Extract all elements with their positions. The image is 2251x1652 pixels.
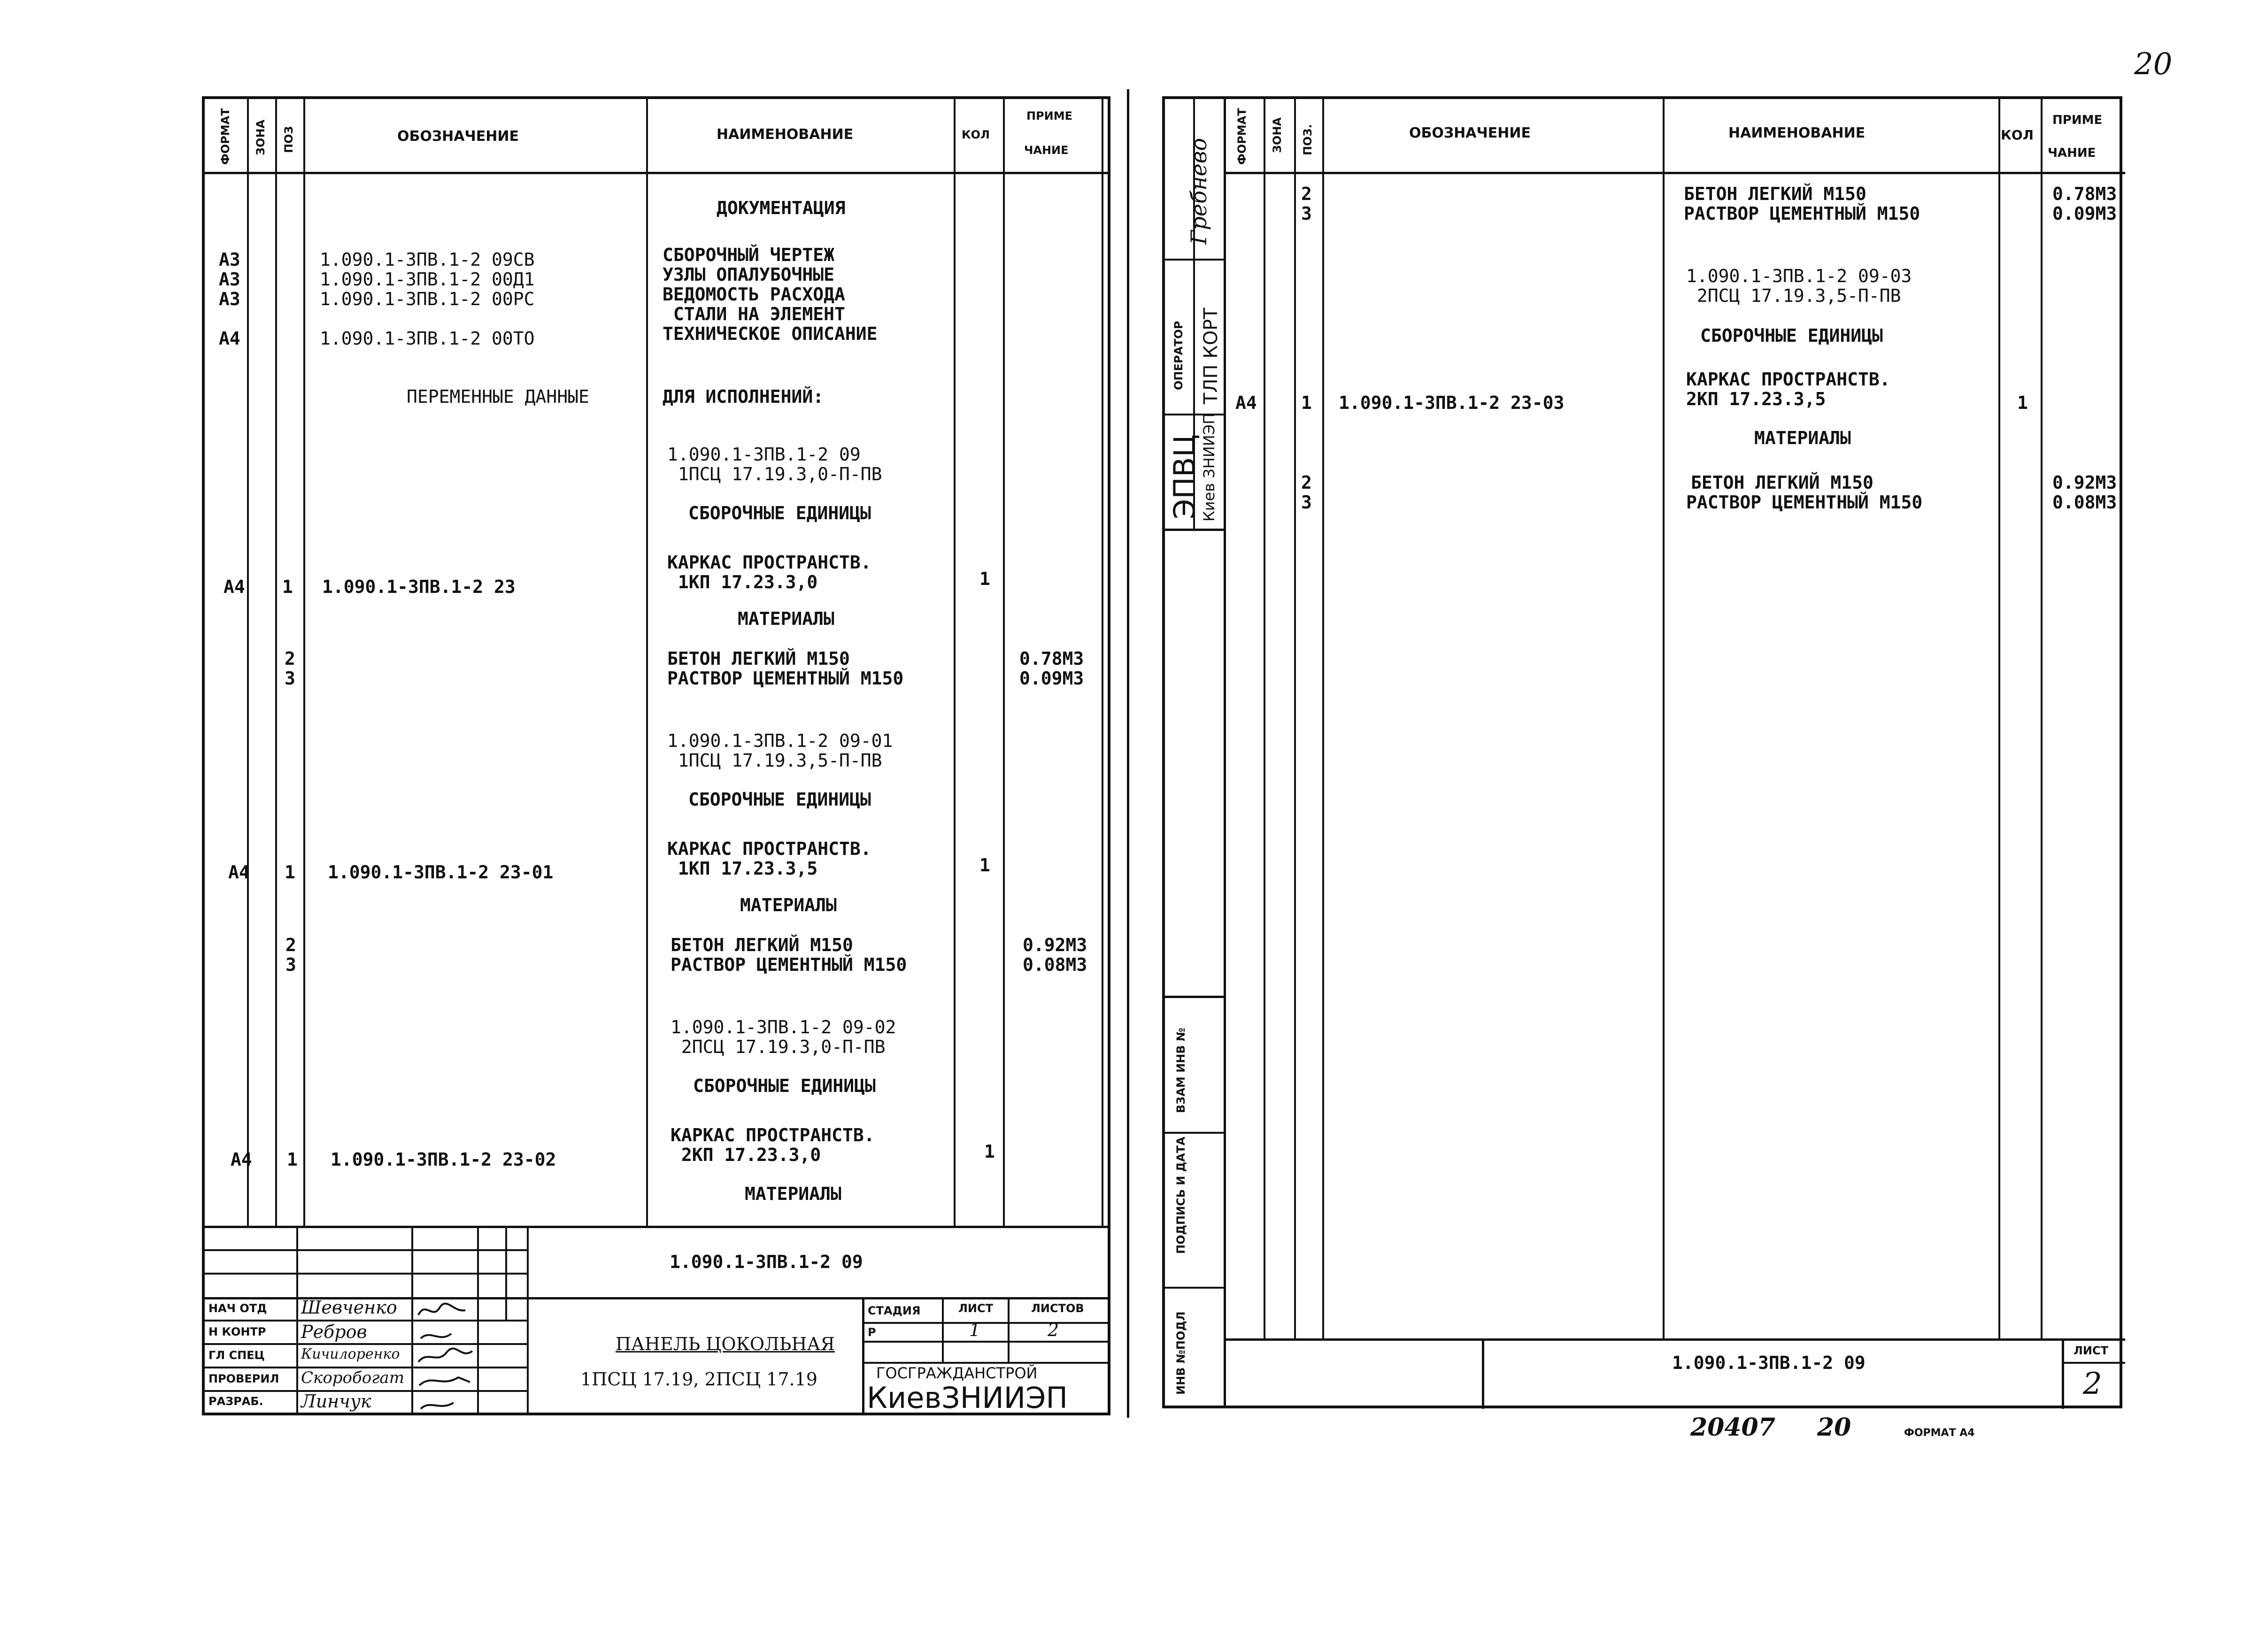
stage-label: СТАДИЯ	[868, 1304, 921, 1317]
sheet-value: 1	[969, 1320, 981, 1340]
header-qty: КОЛ	[2001, 127, 2034, 143]
col-line-pos	[1294, 99, 1296, 1338]
signatures	[414, 1299, 477, 1416]
row-format: А4	[1235, 392, 1257, 413]
row-qty: 1	[979, 569, 990, 589]
person-name: Шевченко	[301, 1297, 397, 1318]
footer-page: 20	[1817, 1413, 1851, 1442]
variant-mark: 1ПСЦ 17.19.3,5-П-ПВ	[667, 750, 882, 771]
row-note: 0.08М3	[2052, 492, 2117, 513]
stage-value: Р	[868, 1326, 876, 1339]
row-note: 0.09М3	[2052, 203, 2117, 224]
variant-code: 1.090.1-3ПВ.1-2 09-02	[671, 1017, 896, 1037]
header-format: ФОРМАТ	[219, 108, 232, 165]
row-pos: 1	[1301, 392, 1312, 413]
stamp-signature-label: ПОДПИСЬ И ДАТА	[1174, 1137, 1187, 1254]
variant-mark: 2ПСЦ 17.19.3,0-П-ПВ	[671, 1037, 886, 1057]
footer-code: 1.090.1-3ПВ.1-2 09	[1672, 1352, 1866, 1373]
variant-code: 1.090.1-3ПВ.1-2 09-03	[1686, 266, 1912, 286]
row-name: БЕТОН ЛЕГКИЙ М150	[1691, 472, 1873, 493]
row-name: ДЛЯ ИСПОЛНЕНИЙ:	[663, 386, 824, 407]
row-note: 0.92М3	[2052, 472, 2117, 493]
row-name: РАСТВОР ЦЕМЕНТНЫЙ М150	[667, 668, 904, 689]
variant-mark: 1ПСЦ 17.19.3,0-П-ПВ	[667, 464, 882, 484]
row-pos: 2	[1301, 184, 1312, 204]
sheet-label: ЛИСТ	[958, 1302, 994, 1315]
row-designation: 1.090.1-3ПВ.1-2 00ТО	[320, 328, 535, 349]
section-heading: МАТЕРИАЛЫ	[745, 1183, 841, 1204]
row-pos: 3	[285, 954, 296, 975]
section-heading: СБОРОЧНЫЕ ЕДИНИЦЫ	[688, 503, 871, 523]
row-name: СТАЛИ НА ЭЛЕМЕНТ	[663, 304, 845, 324]
row-note: 0.78М3	[1019, 648, 1084, 669]
col-line-qty	[1998, 99, 2000, 1338]
header-designation: ОБОЗНАЧЕНИЕ	[1409, 125, 1531, 141]
row-note: 0.78М3	[2052, 184, 2117, 204]
row-name: ДОКУМЕНТАЦИЯ	[717, 198, 846, 218]
right-specification-sheet	[1162, 96, 2122, 1408]
header-pos: ПОЗ	[282, 126, 295, 153]
header-format: ФОРМАТ	[1235, 108, 1249, 165]
org-name: ГОСГРАЖДАНСТРОЙ	[876, 1364, 1038, 1382]
row-format: А3	[219, 249, 240, 270]
row-pos: 3	[1301, 203, 1312, 224]
row-designation: 1.090.1-3ПВ.1-2 00Д1	[320, 269, 535, 290]
person-name: Ребров	[301, 1322, 367, 1342]
header-pos: ПОЗ.	[1301, 124, 1314, 155]
col-line-zone	[247, 99, 249, 1226]
header-zone: ЗОНА	[1271, 117, 1284, 153]
role-label: РАЗРАБ.	[208, 1395, 263, 1408]
row-name: РАСТВОР ЦЕМЕНТНЫЙ М150	[1686, 492, 1923, 513]
stamp-inv-label: ИНВ №ПОДЛ	[1174, 1311, 1187, 1395]
org-logo-text: КиевЗНИИЭП	[867, 1381, 1068, 1415]
row-pos: 1	[282, 576, 293, 597]
row-format: А3	[219, 269, 240, 290]
header-note-1: ПРИМЕ	[1026, 109, 1073, 123]
header-name: НАИМЕНОВАНИЕ	[1728, 125, 1866, 141]
role-label: ГЛ СПЕЦ	[208, 1349, 265, 1362]
inventory-number: 20407	[1690, 1413, 1775, 1442]
section-heading: МАТЕРИАЛЫ	[740, 895, 837, 915]
role-label: Н КОНТР	[208, 1325, 266, 1338]
col-line-pos	[275, 99, 277, 1226]
row-name: 2КП 17.23.3,0	[671, 1145, 821, 1165]
title-block-code: 1.090.1-3ПВ.1-2 09	[670, 1252, 863, 1272]
row-name: ВЕДОМОСТЬ РАСХОДА	[663, 284, 845, 305]
row-name: КАРКАС ПРОСТРАНСТВ.	[667, 552, 871, 573]
row-designation: 1.090.1-3ПВ.1-2 23-02	[331, 1149, 556, 1170]
section-heading: СБОРОЧНЫЕ ЕДИНИЦЫ	[693, 1076, 876, 1096]
row-name: 2КП 17.23.3,5	[1686, 389, 1826, 409]
col-line-name	[1663, 99, 1665, 1338]
row-name: ТЕХНИЧЕСКОЕ ОПИСАНИЕ	[663, 323, 878, 344]
row-pos: 2	[1301, 472, 1312, 493]
sheets-value: 2	[1048, 1320, 1059, 1340]
format-label: ФОРМАТ А4	[1904, 1427, 1975, 1439]
row-format: А4	[228, 862, 250, 883]
col-line-des	[303, 99, 305, 1226]
col-line-qty	[954, 99, 956, 1226]
row-format: А4	[219, 328, 240, 349]
stamp-kiev: Киев ЗНИИЭП	[1200, 413, 1218, 522]
row-name: БЕТОН ЛЕГКИЙ М150	[1684, 184, 1866, 204]
header-note-1: ПРИМЕ	[2052, 113, 2103, 127]
stamp-tlp: ТЛП КОРТ	[1200, 307, 1222, 404]
row-pos: 2	[285, 935, 296, 955]
row-format: А4	[231, 1149, 252, 1170]
header-note-2: ЧАНИЕ	[2048, 146, 2096, 160]
row-name: 1КП 17.23.3,0	[667, 572, 818, 592]
row-name: УЗЛЫ ОПАЛУБОЧНЫЕ	[663, 264, 835, 285]
row-pos: 3	[285, 668, 295, 689]
row-format: А4	[224, 576, 245, 597]
page-number: 20	[2134, 47, 2173, 82]
row-designation: 1.090.1-3ПВ.1-2 09СВ	[320, 249, 535, 270]
person-name: Кичилоренко	[301, 1346, 400, 1362]
col-line-note	[2041, 99, 2043, 1338]
stamp-vzam-label: ВЗАМ ИНВ №	[1174, 1028, 1187, 1113]
variant-code: 1.090.1-3ПВ.1-2 09-01	[667, 730, 893, 751]
section-heading: МАТЕРИАЛЫ	[738, 608, 834, 629]
row-qty: 1	[979, 855, 990, 876]
title-line-2: 1ПСЦ 17.19, 2ПСЦ 17.19	[580, 1369, 817, 1390]
row-pos: 1	[285, 862, 295, 883]
row-note: 0.92М3	[1023, 935, 1087, 955]
header-zone: ЗОНА	[254, 119, 267, 155]
row-designation: 1.090.1-3ПВ.1-2 23-03	[1339, 392, 1565, 413]
header-qty: КОЛ	[962, 128, 990, 141]
row-pos: 2	[285, 648, 295, 669]
header-designation: ОБОЗНАЧЕНИЕ	[397, 128, 519, 145]
row-pos: 1	[287, 1149, 298, 1170]
header-name: НАИМЕНОВАНИЕ	[717, 126, 854, 143]
row-name: СБОРОЧНЫЙ ЧЕРТЕЖ	[663, 245, 835, 265]
row-name: РАСТВОР ЦЕМЕНТНЫЙ М150	[1684, 203, 1920, 224]
row-designation: 1.090.1-3ПВ.1-2 00РС	[320, 289, 535, 309]
row-name: КАРКАС ПРОСТРАНСТВ.	[671, 1125, 875, 1145]
row-name: БЕТОН ЛЕГКИЙ М150	[667, 648, 850, 669]
sheets-label: ЛИСТОВ	[1031, 1302, 1084, 1315]
row-qty: 1	[2017, 392, 2028, 413]
header-note-2: ЧАНИЕ	[1024, 144, 1069, 157]
title-line-1: ПАНЕЛЬ ЦОКОЛЬНАЯ	[616, 1334, 835, 1354]
variant-code: 1.090.1-3ПВ.1-2 09	[667, 444, 861, 465]
row-pos: 3	[1301, 492, 1312, 513]
row-format: А3	[219, 289, 240, 309]
row-note: 0.09М3	[1019, 668, 1084, 689]
role-label: НАЧ ОТД	[208, 1302, 267, 1315]
variable-data-label: ПЕРЕМЕННЫЕ ДАННЫЕ	[407, 386, 589, 407]
person-name: Скоробогат	[301, 1368, 404, 1387]
row-name: КАРКАС ПРОСТРАНСТВ.	[1686, 369, 1890, 390]
stamp-operator-label: ОПЕРАТОР	[1172, 321, 1185, 390]
section-heading: СБОРОЧНЫЕ ЕДИНИЦЫ	[1700, 325, 1883, 346]
left-specification-sheet	[202, 96, 1110, 1415]
person-name: Линчук	[301, 1391, 371, 1412]
variant-mark: 2ПСЦ 17.19.3,5-П-ПВ	[1686, 285, 1901, 306]
footer-sheet-label: ЛИСТ	[2074, 1344, 2109, 1357]
col-line-des	[1322, 99, 1324, 1338]
stamp-epvc: ЭПВЦ	[1167, 434, 1202, 519]
row-name: РАСТВОР ЦЕМЕНТНЫЙ М150	[671, 954, 907, 975]
section-heading: СБОРОЧНЫЕ ЕДИНИЦЫ	[688, 789, 871, 810]
scan-fold-line	[1127, 89, 1129, 1418]
col-line-zone	[1264, 99, 1265, 1338]
row-designation: 1.090.1-3ПВ.1-2 23-01	[328, 862, 554, 883]
row-name: КАРКАС ПРОСТРАНСТВ.	[667, 838, 871, 859]
row-name: 1КП 17.23.3,5	[667, 858, 818, 879]
row-note: 0.08М3	[1023, 954, 1087, 975]
col-line-note	[1003, 99, 1005, 1226]
row-qty: 1	[984, 1141, 995, 1162]
footer-sheet-number: 2	[2083, 1367, 2102, 1401]
stamp-handwritten-name: Гребнево	[1186, 138, 1211, 245]
row-designation: 1.090.1-3ПВ.1-2 23	[322, 576, 516, 597]
row-name: БЕТОН ЛЕГКИЙ М150	[671, 935, 853, 955]
col-line-right	[1102, 99, 1103, 1226]
role-label: ПРОВЕРИЛ	[208, 1372, 279, 1385]
section-heading: МАТЕРИАЛЫ	[1754, 428, 1851, 448]
title-block	[205, 1226, 1109, 1415]
col-line-name	[646, 99, 648, 1226]
